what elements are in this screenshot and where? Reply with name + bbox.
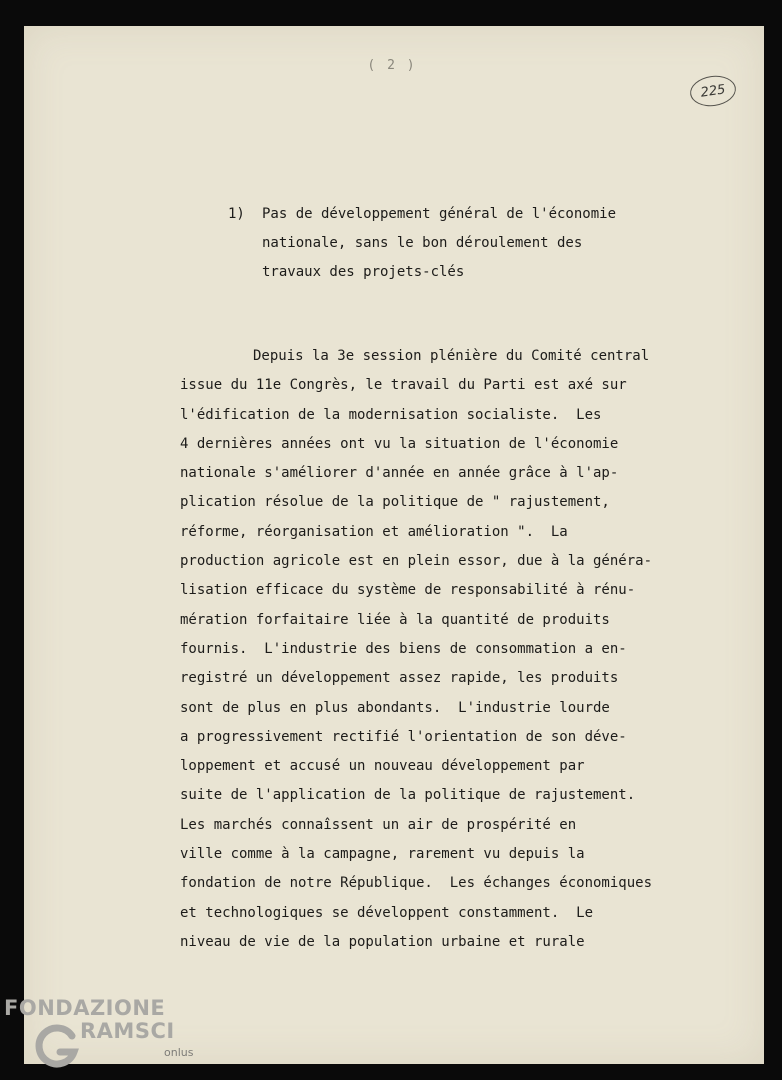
document-page (24, 26, 764, 1064)
text-line: issue du 11e Congrès, le travail du Parti est axé sur (180, 377, 627, 394)
text-line: suite de l'application de la politique de rajustement. (180, 787, 636, 804)
text-line: mération forfaitaire liée à la quantité de produits (180, 611, 610, 628)
text-line: fournis. L'industrie des biens de consommation a en- (180, 640, 627, 657)
fondazione-gramsci-watermark (4, 996, 204, 1076)
page-number: ( 2 ) (367, 58, 417, 73)
section-number: 1) (228, 206, 245, 222)
text-line: fondation de notre République. Les échanges économiques (180, 875, 653, 892)
watermark-line2: RAMSCI (80, 1019, 175, 1043)
heading-line: Pas de développement général de l'économie (262, 206, 617, 222)
text-line: Depuis la 3e session plénière du Comité central (253, 348, 650, 364)
text-line: niveau de vie de la population urbaine et rurale (180, 933, 585, 950)
text-line: l'édification de la modernisation socialiste. Les (180, 406, 602, 423)
text-line: loppement et accusé un nouveau développement par (180, 758, 585, 775)
text-line: lisation efficace du système de responsabilité à rénu- (180, 582, 636, 599)
text-line: registré un développement assez rapide, les produits (180, 670, 619, 687)
text-line: plication résolue de la politique de " rajustement, (180, 494, 610, 511)
archive-stamp: 225 (688, 73, 738, 109)
watermark-line1: FONDAZIONE (4, 996, 166, 1020)
section-heading (228, 200, 616, 287)
body-paragraph (180, 342, 652, 957)
text-line: Les marchés connaîssent un air de prospérité en (180, 816, 577, 833)
text-line: et technologiques se développent constamment. Le (180, 904, 594, 921)
text-line: ville comme à la campagne, rarement vu depuis la (180, 846, 585, 863)
text-line: production agricole est en plein essor, due à la généra- (180, 553, 653, 570)
text-line: sont de plus en plus abondants. L'industrie lourde (180, 699, 610, 716)
heading-line: nationale, sans le bon déroulement des (262, 235, 583, 251)
g-logo-icon (32, 1022, 80, 1070)
heading-line: travaux des projets-clés (262, 264, 465, 280)
text-line: a progressivement rectifié l'orientation de son déve- (180, 728, 627, 745)
text-line: nationale s'améliorer d'année en année grâce à l'ap- (180, 465, 619, 482)
watermark-suffix: onlus (164, 1046, 194, 1059)
text-line: réforme, réorganisation et amélioration ". La (180, 523, 568, 540)
text-line: 4 dernières années ont vu la situation de l'économie (180, 435, 619, 452)
